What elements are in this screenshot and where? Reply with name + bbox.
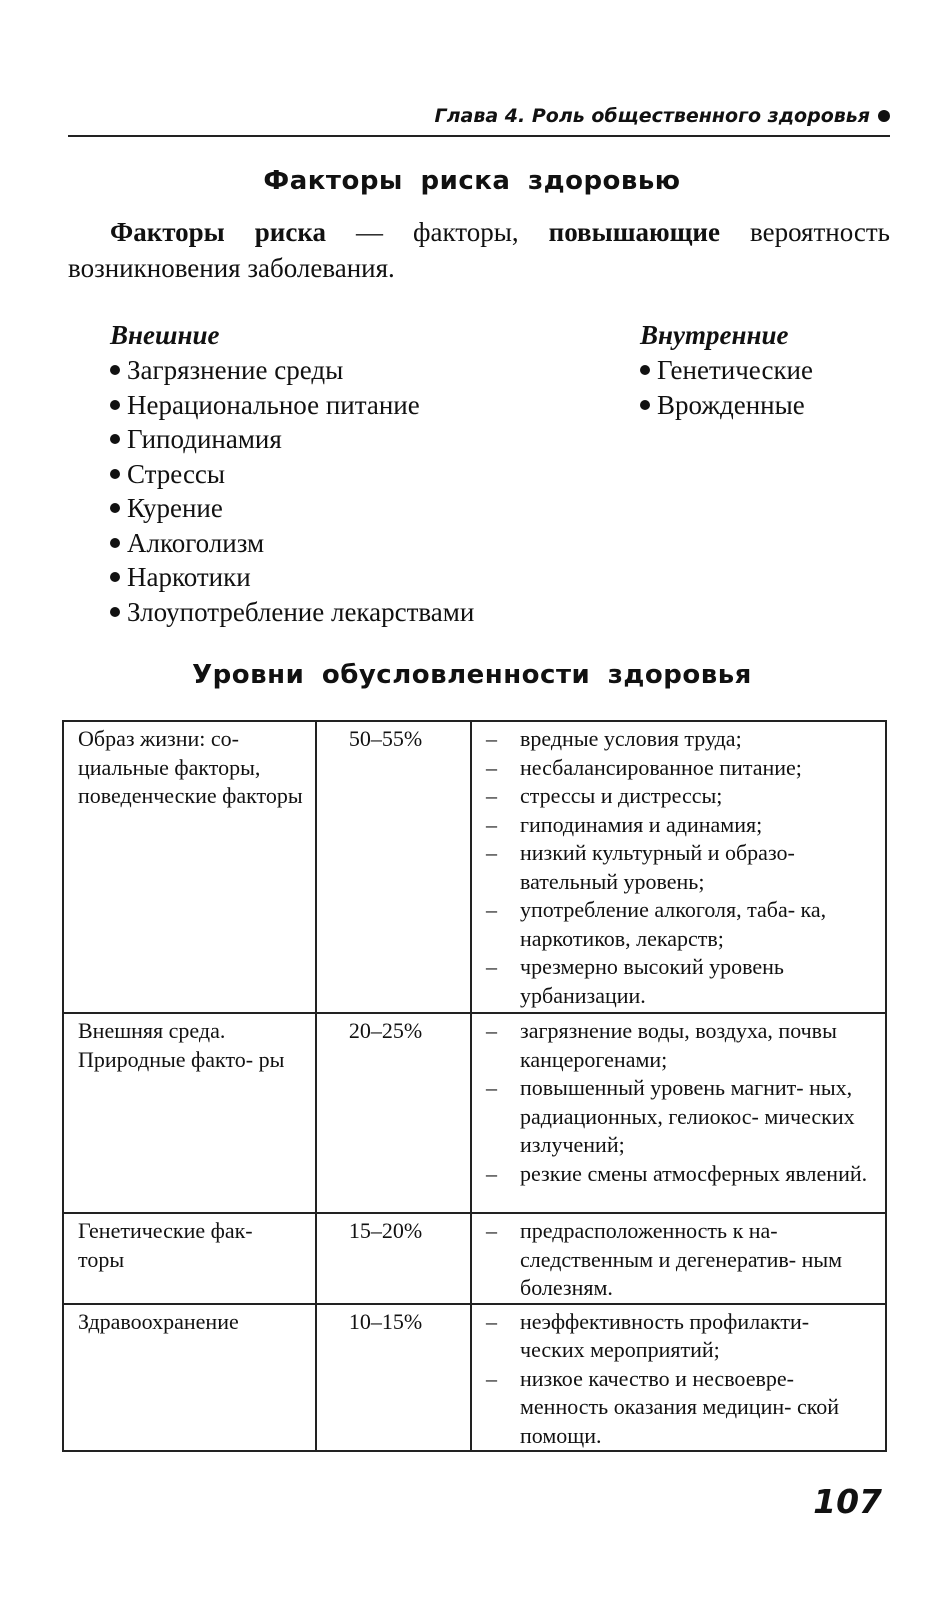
description-item [486, 1365, 877, 1451]
description-text: вредные условия труда; [520, 726, 742, 751]
description-item [486, 1160, 877, 1189]
external-factor-label: Алкоголизм [127, 527, 265, 558]
description-text: неэффективность профилакти- ческих мероприятий; [520, 1308, 810, 1362]
description-item [486, 953, 877, 1010]
factor-cell: Внешняя среда. Природные факто- ры [63, 1013, 316, 1213]
description-item [486, 1074, 877, 1160]
internal-factors-heading: Внутренние [640, 320, 789, 350]
description-text: несбалансированное питание; [520, 754, 802, 780]
external-factors-list [110, 353, 474, 629]
description-cell [471, 1013, 886, 1213]
description-text: загрязнение воды, воздуха, почвы канцерогенами; [520, 1018, 837, 1072]
table-row [63, 1213, 886, 1304]
dash-icon: – [486, 1365, 497, 1391]
percent-cell: 10–15% [316, 1304, 471, 1452]
running-header-title: Глава 4. Роль общественного здоровья [434, 105, 870, 127]
external-factors-heading: Внешние [110, 320, 220, 350]
external-factor-item [110, 422, 474, 457]
description-cell [471, 1304, 886, 1452]
internal-factor-label: Генетические [657, 355, 813, 385]
description-item [486, 1308, 877, 1365]
bullet-icon [110, 503, 120, 513]
percent-cell: 20–25% [316, 1013, 471, 1213]
description-text: низкое качество и несвоевре- менность оказания медицин- ской помощи. [520, 1365, 840, 1448]
external-factor-item [110, 595, 474, 630]
description-item [486, 1017, 877, 1074]
description-text: употребление алкоголя, таба- ка, наркотиков, лекарств; [520, 897, 827, 951]
external-factor-label: Стрессы [127, 458, 226, 489]
percent-cell: 50–55% [316, 721, 471, 1013]
definition-bold-word: повышающие [548, 217, 720, 247]
bullet-icon [110, 469, 120, 479]
bullet-icon [110, 400, 120, 410]
external-factor-label: Наркотики [127, 562, 251, 592]
dash-icon: – [486, 811, 497, 837]
health-levels-table [62, 720, 887, 1452]
external-factor-item [110, 457, 474, 492]
external-factor-item [110, 353, 474, 388]
bullet-dot-icon [878, 110, 890, 122]
factor-cell: Здравоохранение [63, 1304, 316, 1452]
description-text: повышенный уровень магнит- ных, радиационных, гелиокос- мических излучений; [520, 1075, 855, 1157]
dash-icon: – [486, 1160, 497, 1186]
definition-paragraph [68, 214, 890, 286]
description-cell [471, 1213, 886, 1304]
table-row [63, 1013, 886, 1213]
description-text: предрасположенность к на- следственным и дегенератив- ным болезням. [520, 1218, 843, 1300]
internal-factor-label: Врожденные [657, 389, 805, 420]
external-factor-label: Гиподинамия [127, 424, 282, 454]
table-row [63, 721, 886, 1013]
description-item [486, 725, 877, 754]
description-item [486, 811, 877, 840]
bullet-icon [110, 538, 120, 548]
dash-icon: – [486, 1218, 497, 1243]
table-row [63, 1304, 886, 1452]
bullet-icon [110, 434, 120, 444]
section-title-risk-factors: Факторы риска здоровью [263, 166, 681, 196]
internal-factor-item [640, 388, 813, 423]
description-item [486, 896, 877, 953]
external-factor-item [110, 491, 474, 526]
header-rule [68, 135, 890, 137]
dash-icon: – [486, 726, 497, 751]
bullet-icon [640, 400, 650, 410]
description-item [486, 839, 877, 896]
bullet-icon [110, 572, 120, 582]
dash-icon: – [486, 954, 497, 979]
dash-icon: – [486, 1308, 497, 1334]
description-item [486, 1217, 877, 1303]
definition-rest: вероятность возникновения заболевания. [68, 217, 890, 283]
internal-factor-item [640, 353, 813, 388]
description-text: чрезмерно высокий уровень урбанизации. [520, 954, 784, 1008]
dash-icon: – [486, 783, 497, 808]
percent-cell: 15–20% [316, 1213, 471, 1304]
factor-cell: Образ жизни: со- циальные факторы, поведенческие факторы [63, 721, 316, 1013]
external-factor-label: Злоупотребление лекарствами [127, 596, 475, 627]
bullet-icon [640, 365, 650, 375]
dash-icon: – [486, 754, 497, 780]
running-header [68, 100, 890, 132]
internal-factors-column [640, 317, 813, 422]
description-item [486, 754, 877, 783]
page-number: 107 [813, 1482, 882, 1521]
factor-cell: Генетические фак- торы [63, 1213, 316, 1304]
description-text: стрессы и дистрессы; [520, 783, 723, 808]
dash-icon: – [486, 897, 497, 922]
description-cell [471, 721, 886, 1013]
external-factor-label: Загрязнение среды [127, 355, 344, 385]
external-factor-label: Нерациональное питание [127, 389, 420, 420]
external-factor-label: Курение [127, 493, 223, 523]
description-text: гиподинамия и адинамия; [520, 811, 763, 837]
description-text: низкий культурный и образо- вательный уровень; [520, 840, 795, 894]
bullet-icon [110, 365, 120, 375]
dash-icon: – [486, 1018, 497, 1043]
description-item [486, 782, 877, 811]
section-title-health-levels: Уровни обусловленности здоровья [192, 660, 752, 690]
external-factor-item [110, 526, 474, 561]
description-text: резкие смены атмосферных явлений. [520, 1160, 868, 1186]
bullet-icon [110, 607, 120, 617]
external-factor-item [110, 388, 474, 423]
definition-dash: — факторы, [325, 217, 549, 247]
internal-factors-list [640, 353, 813, 422]
external-factors-column [110, 317, 474, 629]
external-factor-item [110, 560, 474, 595]
definition-term: Факторы риска [110, 217, 326, 247]
dash-icon: – [486, 840, 497, 865]
dash-icon: – [486, 1075, 497, 1100]
